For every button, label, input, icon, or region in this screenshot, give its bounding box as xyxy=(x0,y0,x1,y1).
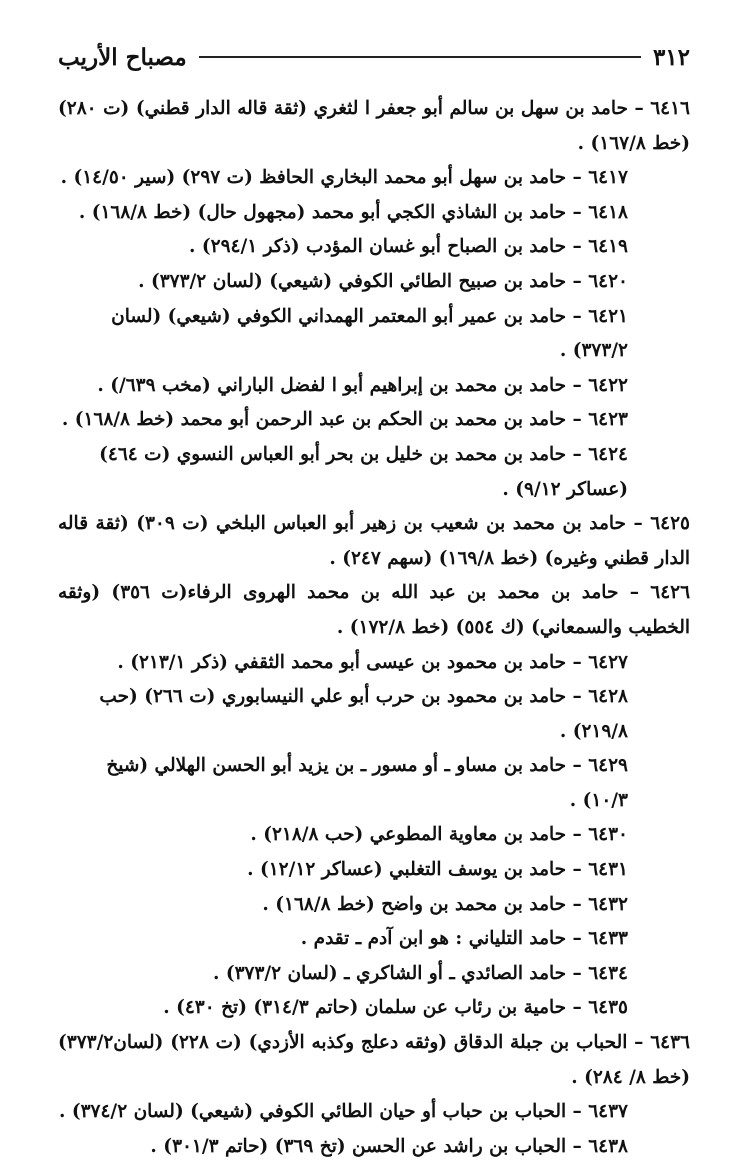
entry: ٦٤٣٠ – حامد بن معاوية المطوعي (حب ٢١٨/٨) . xyxy=(250,824,628,846)
entry: ٦٤٣٥ – حامية بن رئاب عن سلمان (حاتم ٣١٤/٣) (تخ ٤٣٠) . xyxy=(163,997,628,1019)
entry: ٦٤٢٢ – حامد بن محمد بن إبراهيم أبو ا لفضل الباراني (مخب ٦٣٩/) . xyxy=(97,374,628,396)
entry: ٦٤٣٣ – حامد التلياني : هو ابن آدم ـ تقدم . xyxy=(300,928,628,950)
entry: ٦٤٢٨ – حامد بن محمود بن حرب أبو علي النيسابوري (ت ٢٦٦) (حب ٢١٩/٨) . xyxy=(99,686,628,742)
entry: ٦٤١٧ – حامد بن سهل أبو محمد البخاري الحافظ (ت ٢٩٧) (سير ١٤/٥٠) . xyxy=(60,167,628,189)
entry: ٦٤٣٦ – الحباب بن جبلة الدقاق (وثقه دعلج وكذبه الأزدي) (ت ٢٢٨) (لسان٣٧٣/٢) (خط ٨/ ٢٨٤) . xyxy=(58,1032,690,1088)
entry-list xyxy=(58,92,690,1164)
entry: ٦٤٣١ – حامد بن يوسف التغلبي (عساكر ١٢/١٢) . xyxy=(247,859,628,881)
entry: ٦٤٢٩ – حامد بن مساو ـ أو مسور ـ بن يزيد أبو الحسن الهلالي (شيخ ١٠/٣) . xyxy=(106,755,628,811)
entry: ٦٤٢٧ – حامد بن محمود بن عيسى أبو محمد الثقفي (ذكر ٢١٣/١) . xyxy=(117,651,628,673)
entry: ٦٤١٦ – حامد بن سهل بن سالم أبو جعفر ا لثغري (ثقة قاله الدار قطني) (ت ٢٨٠) (خط ١٦٧/٨) . xyxy=(58,98,690,154)
entry: ٦٤١٩ – حامد بن الصباح أبو غسان المؤدب (ذكر ٢٩٤/١) . xyxy=(189,236,628,258)
entry: ٦٤٢٠ – حامد بن صبيح الطائي الكوفي (شيعي) (لسان ٣٧٣/٢) . xyxy=(138,270,628,292)
entry: ٦٤١٨ – حامد بن الشاذي الكجي أبو محمد (مجهول حال) (خط ١٦٨/٨) . xyxy=(78,201,628,223)
entry: ٦٤٢٣ – حامد بن محمد بن الحكم بن عبد الرحمن أبو محمد (خط ١٦٨/٨) . xyxy=(61,409,628,431)
entry: ٦٤٢٤ – حامد بن محمد بن خليل بن بحر أبو العباس النسوي (ت ٤٦٤) (عساكر ٩/١٢) . xyxy=(99,443,628,500)
page-header xyxy=(58,40,690,74)
entry: ٦٤٣٧ – الحباب بن حباب أو حيان الطائي الكوفي (شيعي) (لسان ٣٧٤/٢) . xyxy=(58,1101,628,1123)
entry: ٦٤٣٨ – الحباب بن راشد عن الحسن (تخ ٣٦٩) (حاتم ٣٠١/٣) . xyxy=(150,1135,628,1157)
entry: ٦٤٣٢ – حامد بن محمد بن واضح (خط ١٦٨/٨) . xyxy=(262,893,628,915)
entry: ٦٤٢١ – حامد بن عمير أبو المعتمر الهمداني الكوفي (شيعي) (لسان ٣٧٣/٢) . xyxy=(111,305,628,362)
page-number: ٣١٢ xyxy=(652,43,690,71)
book-title: مصباح الأريب xyxy=(58,43,187,71)
entry: ٦٤٢٥ – حامد بن محمد بن شعيب بن زهير أبو العباس البلخي (ت ٣٠٩) (ثقة قاله الدار قطني وغيره) (خط ١٦٩/٨) (سهم ٢٤٧) . xyxy=(58,513,690,569)
header-rule xyxy=(199,56,641,58)
entry: ٦٤٢٦ – حامد بن محمد بن عبد الله بن محمد الهروى الرفاء(ت ٣٥٦) (وثقه الخطيب والسمعاني) (ك ٥٥٤) (خط ١٧٢/٨) . xyxy=(58,582,691,638)
entry: ٦٤٣٤ – حامد الصائدي ـ أو الشاكري ـ (لسان ٣٧٣/٢) . xyxy=(212,962,628,984)
